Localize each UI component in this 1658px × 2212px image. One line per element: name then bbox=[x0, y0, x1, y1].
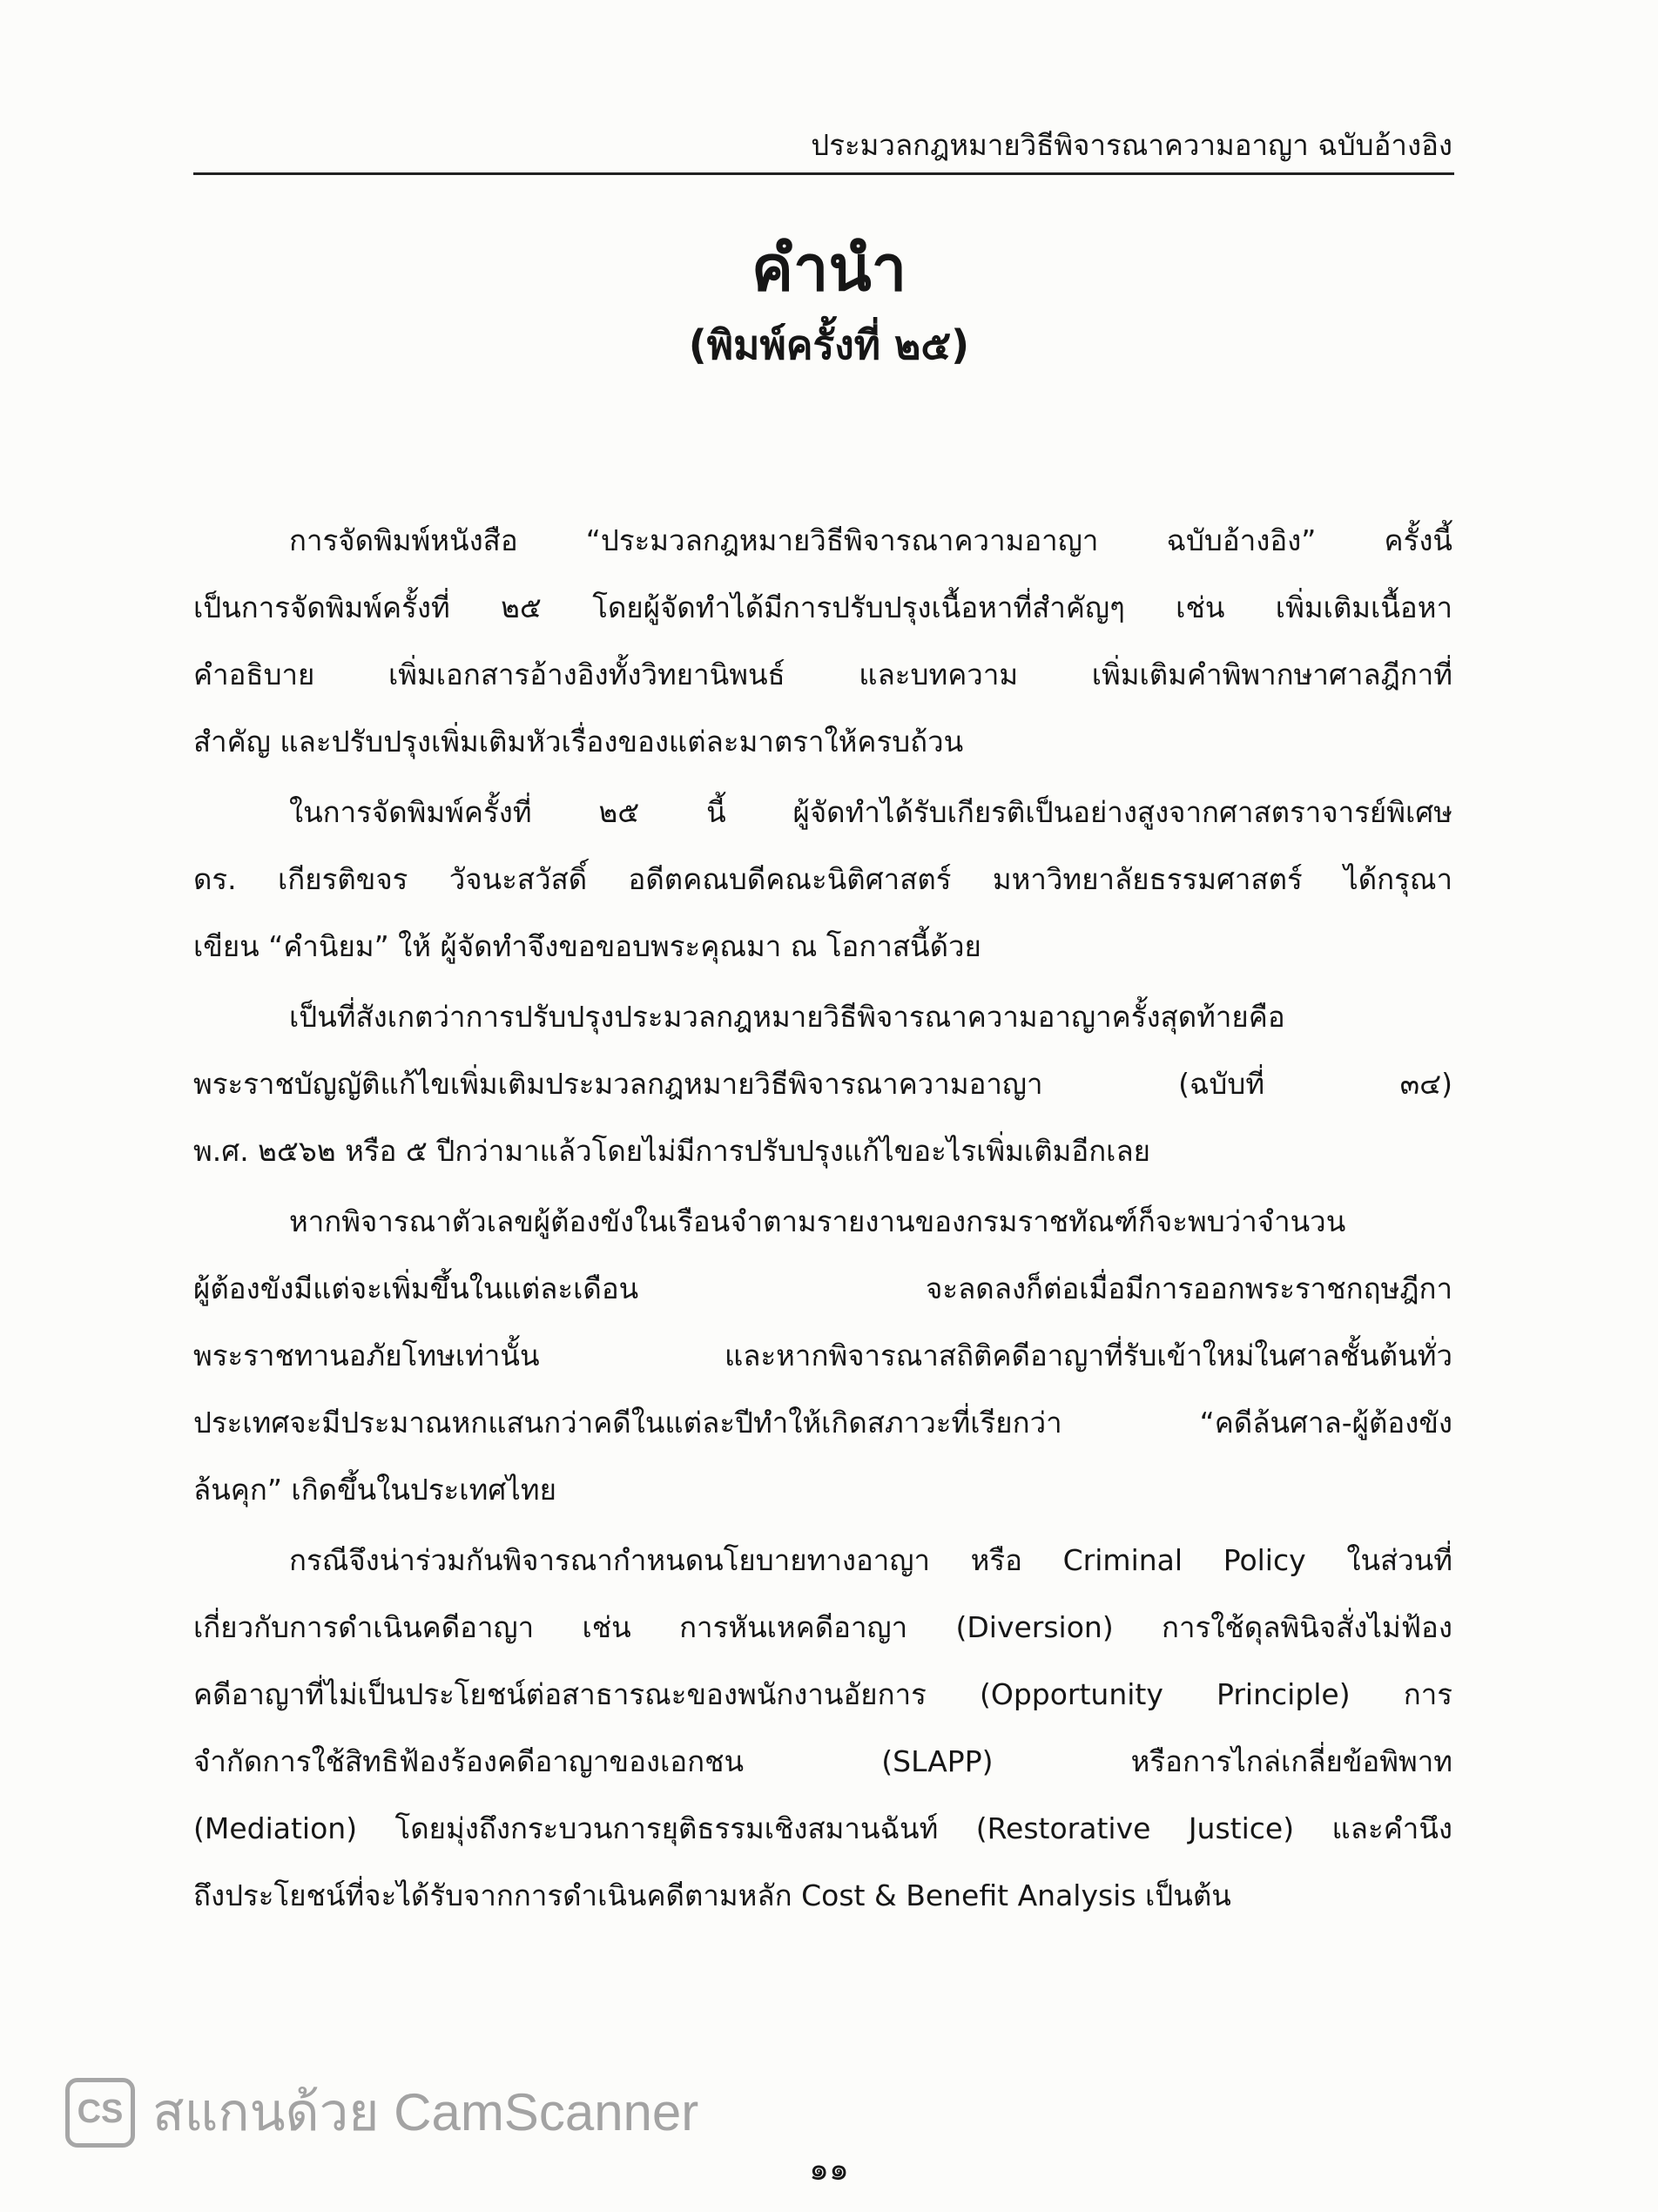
text-line: ในการจัดพิมพ์ครั้งที่ ๒๕ นี้ ผู้จัดทำได้รับเกียรติเป็นอย่างสูงจากศาสตราจารย์พิเศษ bbox=[289, 795, 1452, 829]
paragraph bbox=[193, 507, 1452, 775]
camscanner-watermark bbox=[65, 2071, 698, 2154]
text-line: ผู้ต้องขังมีแต่จะเพิ่มขึ้นในแต่ละเดือน จะลดลงก็ต่อเมื่อมีการออกพระราชกฤษฎีกา bbox=[193, 1271, 1452, 1305]
paragraph bbox=[193, 779, 1452, 980]
text-line: เป็นที่สังเกตว่าการปรับปรุงประมวลกฎหมายวิธีพิจารณาความอาญาครั้งสุดท้ายคือ bbox=[289, 1000, 1285, 1034]
watermark-text: สแกนด้วย CamScanner bbox=[152, 2083, 699, 2141]
text-line: เป็นการจัดพิมพ์ครั้งที่ ๒๕ โดยผู้จัดทำได้มีการปรับปรุงเนื้อหาที่สำคัญๆ เช่น เพิ่มเติมเนื้อหา bbox=[193, 590, 1452, 624]
text-line: (Mediation) โดยมุ่งถึงกระบวนการยุติธรรมเชิงสมานฉันท์ (Restorative Justice) และคำนึง bbox=[193, 1811, 1452, 1845]
text-line: พ.ศ. ๒๕๖๒ หรือ ๕ ปีกว่ามาแล้วโดยไม่มีการปรับปรุงแก้ไขอะไรเพิ่มเติมอีกเลย bbox=[193, 1134, 1151, 1168]
paragraph bbox=[193, 1527, 1452, 1929]
paragraph bbox=[193, 983, 1452, 1184]
running-header: ประมวลกฎหมายวิธีพิจารณาความอาญา ฉบับอ้างอิง bbox=[811, 128, 1452, 162]
paragraph bbox=[193, 1188, 1452, 1523]
text-line: ประเทศจะมีประมาณหกแสนกว่าคดีในแต่ละปีทำให้เกิดสภาวะที่เรียกว่า “คดีล้นศาล-ผู้ต้องขัง bbox=[193, 1406, 1452, 1440]
text-line: ล้นคุก” เกิดขึ้นในประเทศไทย bbox=[193, 1473, 556, 1507]
camscanner-logo-icon: CS bbox=[65, 2078, 135, 2148]
text-line: จำกัดการใช้สิทธิฟ้องร้องคดีอาญาของเอกชน (SLAPP) หรือการไกล่เกลี่ยข้อพิพาท bbox=[193, 1744, 1452, 1778]
text-line: พระราชทานอภัยโทษเท่านั้น และหากพิจารณาสถิติคดีอาญาที่รับเข้าใหม่ในศาลชั้นต้นทั่ว bbox=[193, 1339, 1452, 1372]
page-subtitle: (พิมพ์ครั้งที่ ๒๕) bbox=[688, 321, 970, 368]
text-line: สำคัญ และปรับปรุงเพิ่มเติมหัวเรื่องของแต่ละมาตราให้ครบถ้วน bbox=[193, 725, 964, 759]
text-line: ดร. เกียรติขจร วัจนะสวัสดิ์ อดีตคณบดีคณะนิติศาสตร์ มหาวิทยาลัยธรรมศาสตร์ ได้กรุณา bbox=[193, 862, 1452, 896]
text-line: หากพิจารณาตัวเลขผู้ต้องขังในเรือนจำตามรายงานของกรมราชทัณฑ์ก็จะพบว่าจำนวน bbox=[289, 1204, 1346, 1238]
text-line: คำอธิบาย เพิ่มเอกสารอ้างอิงทั้งวิทยานิพนธ์ และบทความ เพิ่มเติมคำพิพากษาศาลฎีกาที่ bbox=[193, 658, 1452, 691]
document-body bbox=[193, 507, 1452, 1932]
page-number: ๑๑ bbox=[809, 2152, 849, 2188]
text-line: พระราชบัญญัติแก้ไขเพิ่มเติมประมวลกฎหมายวิธีพิจารณาความอาญา (ฉบับที่ ๓๔) bbox=[193, 1067, 1452, 1101]
text-line: คดีอาญาที่ไม่เป็นประโยชน์ต่อสาธารณะของพนักงานอัยการ (Opportunity Principle) การ bbox=[193, 1677, 1452, 1711]
text-line: เกี่ยวกับการดำเนินคดีอาญา เช่น การหันเหคดีอาญา (Diversion) การใช้ดุลพินิจสั่งไม่ฟ้อง bbox=[193, 1610, 1452, 1644]
header-rule bbox=[193, 172, 1454, 175]
text-line: การจัดพิมพ์หนังสือ “ประมวลกฎหมายวิธีพิจารณาความอาญา ฉบับอ้างอิง” ครั้งนี้ bbox=[289, 523, 1452, 557]
page-title: คำนำ bbox=[751, 232, 907, 305]
text-line: ถึงประโยชน์ที่จะได้รับจากการดำเนินคดีตามหลัก Cost & Benefit Analysis เป็นต้น bbox=[193, 1878, 1231, 1912]
text-line: กรณีจึงน่าร่วมกันพิจารณากำหนดนโยบายทางอาญา หรือ Criminal Policy ในส่วนที่ bbox=[289, 1543, 1452, 1577]
text-line: เขียน “คำนิยม” ให้ ผู้จัดทำจึงขอขอบพระคุณมา ณ โอกาสนี้ด้วย bbox=[193, 929, 981, 963]
